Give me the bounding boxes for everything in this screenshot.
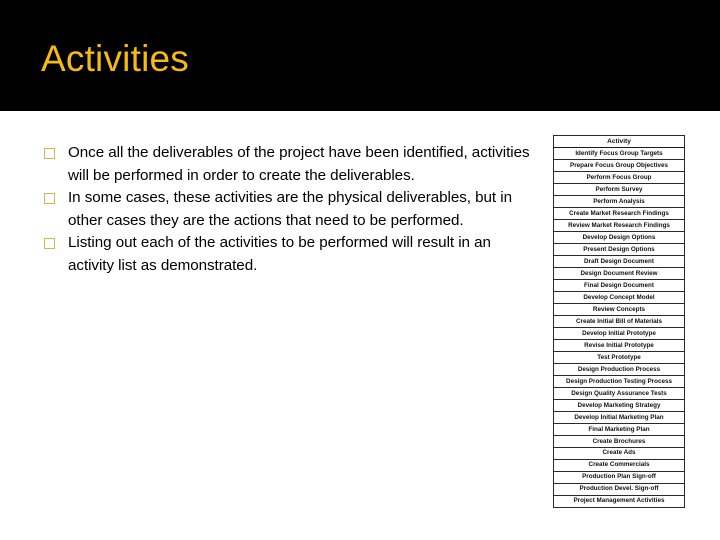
hollow-square-bullet-icon [44, 148, 55, 159]
table-row [554, 447, 685, 459]
activity-cell: Review Concepts [554, 303, 685, 315]
list-item [44, 142, 534, 187]
activity-cell: Design Production Testing Process [554, 375, 685, 387]
activity-cell: Design Document Review [554, 267, 685, 279]
table-row [554, 147, 685, 159]
activity-cell: Perform Analysis [554, 195, 685, 207]
table-row [554, 351, 685, 363]
activity-cell: Create Market Research Findings [554, 207, 685, 219]
table-row [554, 459, 685, 471]
activity-cell: Develop Concept Model [554, 291, 685, 303]
slide-header-band [0, 0, 720, 111]
table-row [554, 399, 685, 411]
table-row [554, 495, 685, 507]
table-row [554, 363, 685, 375]
activity-cell: Prepare Focus Group Objectives [554, 159, 685, 171]
activity-cell: Test Prototype [554, 351, 685, 363]
table-row [554, 267, 685, 279]
activity-cell: Project Management Activities [554, 495, 685, 507]
activity-cell: Create Brochures [554, 435, 685, 447]
table-row [554, 183, 685, 195]
activity-cell: Develop Marketing Strategy [554, 399, 685, 411]
list-item-text: In some cases, these activities are the physical deliverables, but in other cases they are the actions that need to be performed. [68, 189, 512, 229]
table-row [554, 231, 685, 243]
table-row [554, 255, 685, 267]
table-row [554, 339, 685, 351]
column-header-activity: Activity [554, 136, 685, 148]
list-item [44, 187, 534, 232]
activity-cell: Final Design Document [554, 279, 685, 291]
list-item-text: Listing out each of the activities to be performed will result in an activity list as demonstrated. [68, 234, 491, 274]
activity-cell: Develop Design Options [554, 231, 685, 243]
table-row [554, 327, 685, 339]
activity-cell: Identify Focus Group Targets [554, 147, 685, 159]
table-row [554, 315, 685, 327]
bullet-list [44, 142, 534, 278]
activity-cell: Review Market Research Findings [554, 219, 685, 231]
activity-cell: Perform Survey [554, 183, 685, 195]
table-row [554, 243, 685, 255]
table-row [554, 411, 685, 423]
activity-cell: Production Devel. Sign-off [554, 483, 685, 495]
table-row [554, 387, 685, 399]
table-row [554, 171, 685, 183]
table-row [554, 471, 685, 483]
activity-cell: Draft Design Document [554, 255, 685, 267]
activity-cell: Create Initial Bill of Materials [554, 315, 685, 327]
activity-cell: Create Commercials [554, 459, 685, 471]
activity-cell: Final Marketing Plan [554, 423, 685, 435]
table-row [554, 279, 685, 291]
activity-cell: Design Quality Assurance Tests [554, 387, 685, 399]
table-row [554, 291, 685, 303]
table-row [554, 219, 685, 231]
table-row [554, 483, 685, 495]
table-row [554, 423, 685, 435]
activity-cell: Create Ads [554, 447, 685, 459]
activity-table [553, 135, 685, 508]
hollow-square-bullet-icon [44, 238, 55, 249]
activity-cell: Design Production Process [554, 363, 685, 375]
table-row [554, 435, 685, 447]
table-row [554, 159, 685, 171]
table-row [554, 303, 685, 315]
activity-cell: Perform Focus Group [554, 171, 685, 183]
table-row [554, 375, 685, 387]
list-item-text: Once all the deliverables of the project have been identified, activities will be performed in order to create the deliverables. [68, 144, 530, 184]
list-item [44, 232, 534, 277]
page-title: Activities [41, 38, 189, 79]
activity-cell: Present Design Options [554, 243, 685, 255]
activity-cell: Develop Initial Prototype [554, 327, 685, 339]
hollow-square-bullet-icon [44, 193, 55, 204]
table-row [554, 195, 685, 207]
activity-table-container [553, 135, 685, 508]
table-header-row [554, 136, 685, 148]
activity-cell: Develop Initial Marketing Plan [554, 411, 685, 423]
activity-table-body [554, 147, 685, 507]
table-row [554, 207, 685, 219]
activity-table-head [554, 136, 685, 148]
activity-cell: Production Plan Sign-off [554, 471, 685, 483]
activity-cell: Revise Initial Prototype [554, 339, 685, 351]
